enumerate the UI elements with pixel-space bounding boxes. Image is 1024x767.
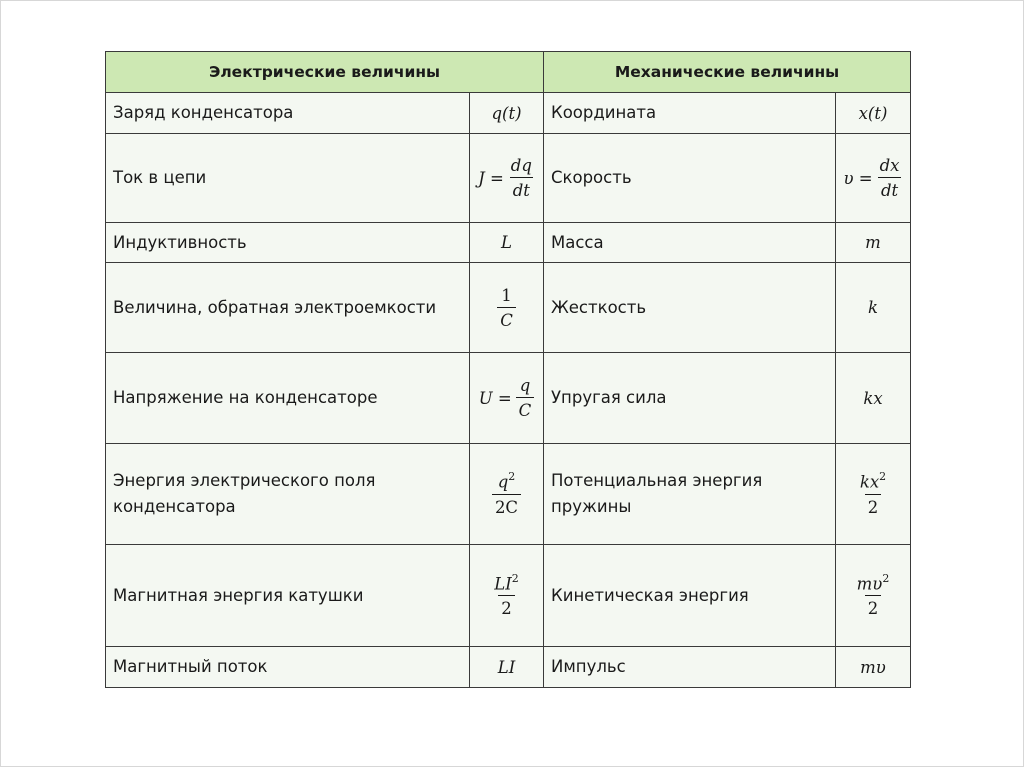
table-row bbox=[106, 353, 911, 444]
fraction bbox=[491, 573, 521, 619]
electric-quantity-name: Ток в цепи bbox=[106, 134, 470, 223]
mechanical-symbol: k bbox=[836, 263, 911, 353]
numerator-base: mυ bbox=[856, 574, 883, 594]
numerator-base: LI bbox=[494, 574, 512, 594]
analogy-table bbox=[105, 51, 911, 688]
formula-lhs: J = bbox=[478, 168, 504, 188]
fraction bbox=[854, 573, 893, 619]
mechanical-symbol: mυ bbox=[836, 647, 911, 688]
numerator-base: kx bbox=[859, 472, 880, 492]
formula-lhs: U = bbox=[478, 388, 512, 408]
electric-formula bbox=[470, 545, 544, 647]
denominator-text: 2C bbox=[494, 497, 519, 517]
fraction bbox=[497, 286, 516, 330]
mechanical-formula bbox=[836, 545, 911, 647]
mechanical-quantity-name: Потенциальная энергия пружины bbox=[544, 444, 836, 545]
electric-formula bbox=[470, 263, 544, 353]
denominator: dt bbox=[510, 177, 533, 200]
exponent: 2 bbox=[879, 470, 887, 484]
mechanical-formula bbox=[836, 134, 911, 223]
mechanical-symbol: x(t) bbox=[836, 93, 911, 134]
table-row bbox=[106, 444, 911, 545]
denominator: C bbox=[497, 307, 516, 330]
electric-formula bbox=[470, 353, 544, 444]
exponent: 2 bbox=[508, 470, 516, 484]
electric-quantity-name: Напряжение на конденсаторе bbox=[106, 353, 470, 444]
table-row bbox=[106, 134, 911, 223]
header-row bbox=[106, 52, 911, 93]
numerator bbox=[495, 471, 519, 494]
numerator: dx bbox=[879, 156, 900, 175]
electric-quantity-name: Магнитная энергия катушки bbox=[106, 545, 470, 647]
electric-symbol: LI bbox=[470, 647, 544, 688]
electric-header: Электрические величины bbox=[106, 52, 544, 93]
mechanical-quantity-name: Упругая сила bbox=[544, 353, 836, 444]
fraction bbox=[877, 156, 903, 200]
mechanical-quantity-name: Импульс bbox=[544, 647, 836, 688]
electric-symbol: q(t) bbox=[470, 93, 544, 134]
mechanical-quantity-name: Кинетическая энергия bbox=[544, 545, 836, 647]
denominator: dt bbox=[878, 177, 901, 200]
fraction bbox=[492, 471, 521, 517]
mechanical-header: Механические величины bbox=[544, 52, 911, 93]
electric-symbol: L bbox=[470, 223, 544, 263]
numerator-base: q bbox=[497, 472, 509, 492]
mechanical-quantity-name: Жесткость bbox=[544, 263, 836, 353]
electric-formula bbox=[470, 134, 544, 223]
exponent: 2 bbox=[882, 571, 890, 585]
fraction bbox=[857, 471, 889, 517]
mechanical-quantity-name: Скорость bbox=[544, 134, 836, 223]
electric-quantity-name: Величина, обратная электроемкости bbox=[106, 263, 470, 353]
denominator: C bbox=[516, 397, 535, 420]
fraction bbox=[516, 376, 535, 420]
electric-quantity-name: Энергия электрического поля конденсатора bbox=[106, 444, 470, 545]
denominator: 2 bbox=[865, 494, 882, 517]
table-row bbox=[106, 223, 911, 263]
table-row bbox=[106, 263, 911, 353]
electric-quantity-name: Заряд конденсатора bbox=[106, 93, 470, 134]
mechanical-symbol: kx bbox=[836, 353, 911, 444]
fraction bbox=[508, 156, 535, 200]
numerator bbox=[491, 573, 521, 596]
mechanical-formula bbox=[836, 444, 911, 545]
table-row bbox=[106, 647, 911, 688]
denominator: 2 bbox=[865, 595, 882, 618]
table-row bbox=[106, 545, 911, 647]
exponent: 2 bbox=[511, 571, 519, 585]
denominator bbox=[492, 494, 521, 517]
table-row bbox=[106, 93, 911, 134]
electric-quantity-name: Индуктивность bbox=[106, 223, 470, 263]
numerator: q bbox=[519, 376, 531, 395]
mechanical-quantity-name: Масса bbox=[544, 223, 836, 263]
numerator: dq bbox=[510, 156, 532, 175]
denominator: 2 bbox=[498, 595, 515, 618]
numerator bbox=[854, 573, 893, 596]
electric-quantity-name: Магнитный поток bbox=[106, 647, 470, 688]
electric-formula bbox=[470, 444, 544, 545]
formula-lhs: υ = bbox=[843, 168, 873, 188]
mechanical-symbol: m bbox=[836, 223, 911, 263]
numerator: 1 bbox=[501, 285, 512, 305]
mechanical-quantity-name: Координата bbox=[544, 93, 836, 134]
numerator bbox=[857, 471, 889, 494]
